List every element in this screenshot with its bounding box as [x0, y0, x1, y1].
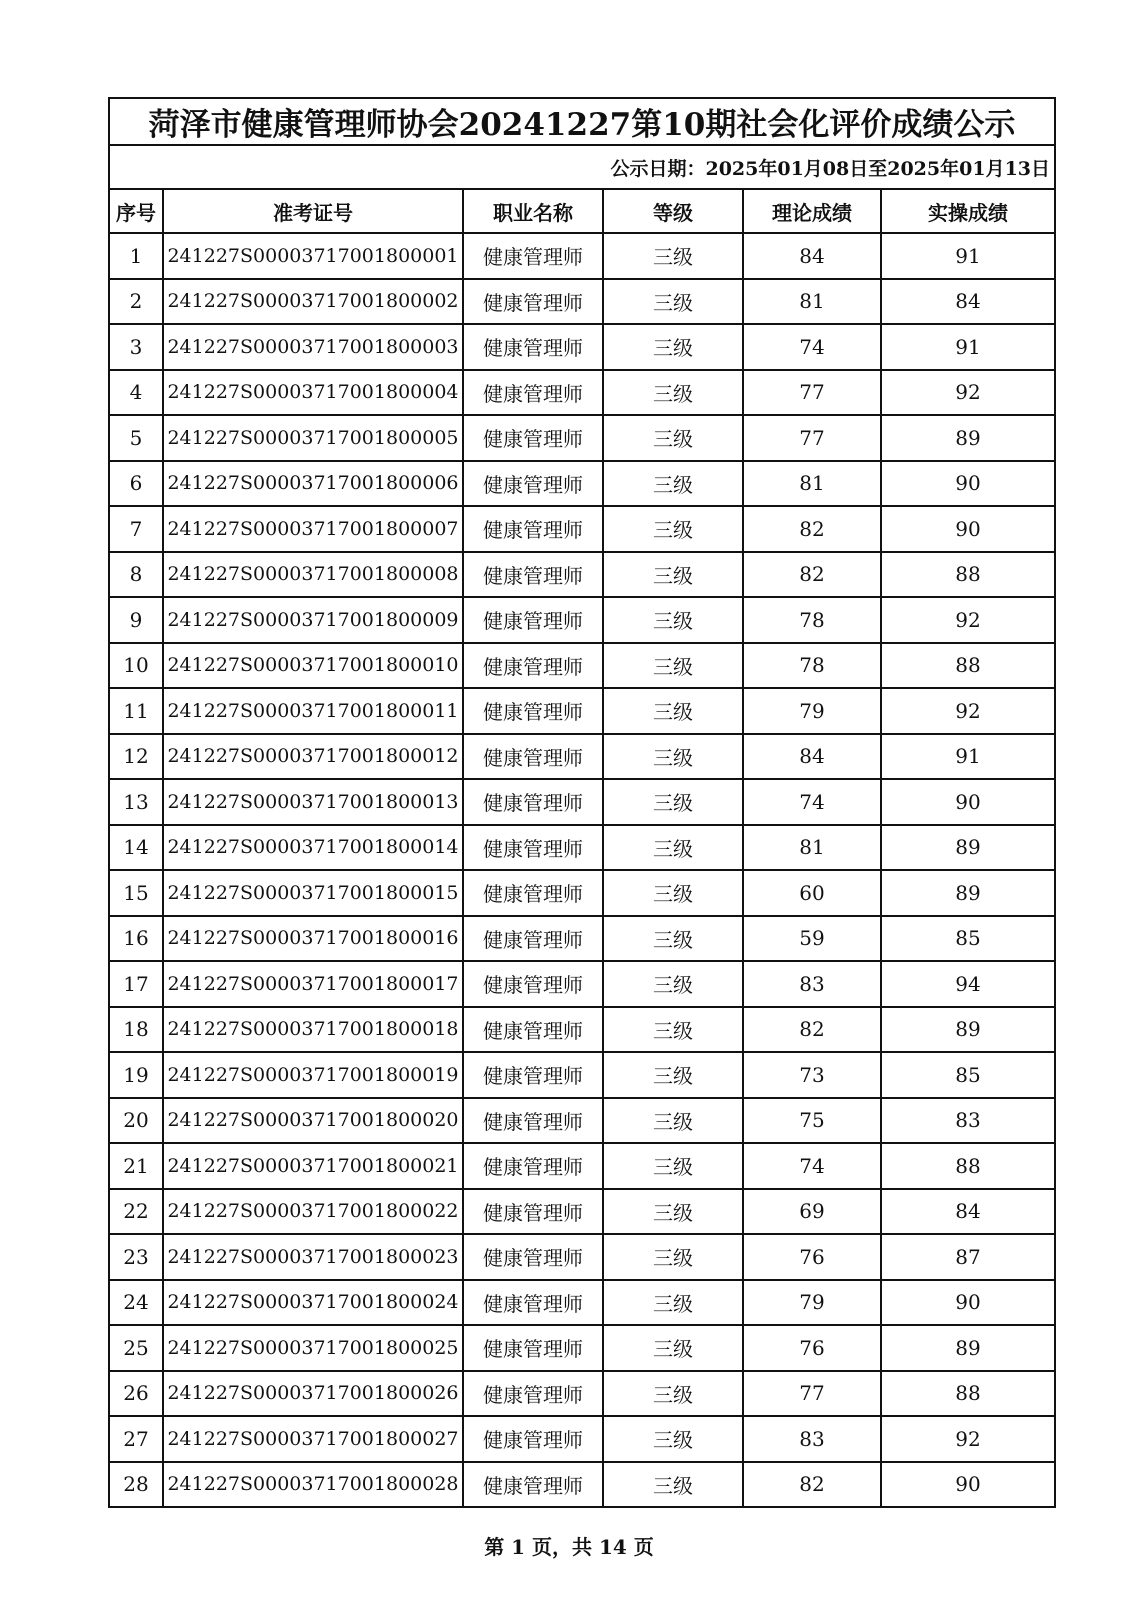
cell-theory-score: 76	[743, 1234, 881, 1280]
cell-theory-score: 77	[743, 370, 881, 416]
cell-theory-score: 81	[743, 825, 881, 871]
table-row	[109, 1234, 1055, 1280]
cell-occupation: 健康管理师	[463, 734, 603, 780]
table-row	[109, 1052, 1055, 1098]
cell-level: 三级	[603, 643, 743, 689]
cell-practice-score: 90	[881, 1280, 1055, 1326]
cell-theory-score: 82	[743, 552, 881, 598]
cell-exam-id: 241227S00003717001800010	[163, 643, 463, 689]
cell-practice-score: 94	[881, 961, 1055, 1007]
cell-practice-score: 92	[881, 597, 1055, 643]
cell-theory-score: 76	[743, 1325, 881, 1371]
cell-exam-id: 241227S00003717001800024	[163, 1280, 463, 1326]
table-row	[109, 779, 1055, 825]
table-row	[109, 1280, 1055, 1326]
cell-no: 5	[109, 415, 163, 461]
cell-level: 三级	[603, 870, 743, 916]
table-row	[109, 1189, 1055, 1235]
table-row	[109, 734, 1055, 780]
table-row	[109, 415, 1055, 461]
cell-level: 三级	[603, 688, 743, 734]
cell-practice-score: 89	[881, 1325, 1055, 1371]
cell-no: 12	[109, 734, 163, 780]
column-header-level: 等级	[603, 189, 743, 233]
table-row	[109, 1416, 1055, 1462]
cell-no: 14	[109, 825, 163, 871]
cell-occupation: 健康管理师	[463, 916, 603, 962]
cell-practice-score: 88	[881, 1143, 1055, 1189]
cell-theory-score: 74	[743, 779, 881, 825]
table-row	[109, 552, 1055, 598]
cell-level: 三级	[603, 324, 743, 370]
cell-no: 2	[109, 279, 163, 325]
cell-practice-score: 83	[881, 1098, 1055, 1144]
cell-practice-score: 90	[881, 461, 1055, 507]
cell-occupation: 健康管理师	[463, 279, 603, 325]
table-row	[109, 370, 1055, 416]
table-row	[109, 279, 1055, 325]
cell-theory-score: 78	[743, 597, 881, 643]
score-sheet	[108, 97, 1054, 1508]
cell-occupation: 健康管理师	[463, 552, 603, 598]
cell-practice-score: 92	[881, 370, 1055, 416]
cell-exam-id: 241227S00003717001800022	[163, 1189, 463, 1235]
page-title: 菏泽市健康管理师协会20241227第10期社会化评价成绩公示	[109, 98, 1055, 145]
cell-no: 11	[109, 688, 163, 734]
cell-occupation: 健康管理师	[463, 506, 603, 552]
cell-theory-score: 79	[743, 1280, 881, 1326]
column-header-practice-score: 实操成绩	[881, 189, 1055, 233]
cell-exam-id: 241227S00003717001800028	[163, 1462, 463, 1508]
cell-no: 27	[109, 1416, 163, 1462]
cell-occupation: 健康管理师	[463, 961, 603, 1007]
cell-practice-score: 87	[881, 1234, 1055, 1280]
cell-theory-score: 79	[743, 688, 881, 734]
cell-theory-score: 73	[743, 1052, 881, 1098]
cell-occupation: 健康管理师	[463, 825, 603, 871]
cell-occupation: 健康管理师	[463, 1325, 603, 1371]
cell-practice-score: 84	[881, 1189, 1055, 1235]
cell-level: 三级	[603, 734, 743, 780]
cell-exam-id: 241227S00003717001800006	[163, 461, 463, 507]
cell-no: 7	[109, 506, 163, 552]
table-row	[109, 825, 1055, 871]
cell-level: 三级	[603, 779, 743, 825]
cell-practice-score: 89	[881, 415, 1055, 461]
cell-no: 16	[109, 916, 163, 962]
cell-level: 三级	[603, 825, 743, 871]
cell-no: 13	[109, 779, 163, 825]
cell-no: 3	[109, 324, 163, 370]
cell-level: 三级	[603, 1189, 743, 1235]
cell-exam-id: 241227S00003717001800018	[163, 1007, 463, 1053]
table-row	[109, 461, 1055, 507]
cell-theory-score: 81	[743, 461, 881, 507]
cell-level: 三级	[603, 370, 743, 416]
cell-no: 25	[109, 1325, 163, 1371]
cell-practice-score: 84	[881, 279, 1055, 325]
cell-occupation: 健康管理师	[463, 688, 603, 734]
cell-exam-id: 241227S00003717001800021	[163, 1143, 463, 1189]
cell-occupation: 健康管理师	[463, 1098, 603, 1144]
cell-exam-id: 241227S00003717001800012	[163, 734, 463, 780]
cell-exam-id: 241227S00003717001800007	[163, 506, 463, 552]
cell-practice-score: 91	[881, 734, 1055, 780]
cell-practice-score: 88	[881, 1371, 1055, 1417]
cell-no: 26	[109, 1371, 163, 1417]
cell-practice-score: 90	[881, 1462, 1055, 1508]
cell-level: 三级	[603, 597, 743, 643]
cell-theory-score: 74	[743, 324, 881, 370]
cell-practice-score: 91	[881, 324, 1055, 370]
cell-level: 三级	[603, 1234, 743, 1280]
cell-no: 6	[109, 461, 163, 507]
cell-occupation: 健康管理师	[463, 643, 603, 689]
cell-exam-id: 241227S00003717001800008	[163, 552, 463, 598]
cell-level: 三级	[603, 552, 743, 598]
cell-no: 24	[109, 1280, 163, 1326]
cell-theory-score: 84	[743, 734, 881, 780]
cell-occupation: 健康管理师	[463, 370, 603, 416]
cell-level: 三级	[603, 1462, 743, 1508]
cell-practice-score: 91	[881, 233, 1055, 279]
table-row	[109, 1098, 1055, 1144]
table-row	[109, 916, 1055, 962]
cell-exam-id: 241227S00003717001800016	[163, 916, 463, 962]
cell-exam-id: 241227S00003717001800027	[163, 1416, 463, 1462]
cell-theory-score: 77	[743, 415, 881, 461]
table-row	[109, 1143, 1055, 1189]
score-table	[108, 97, 1056, 1508]
cell-theory-score: 83	[743, 1416, 881, 1462]
cell-theory-score: 82	[743, 506, 881, 552]
column-header-theory-score: 理论成绩	[743, 189, 881, 233]
cell-exam-id: 241227S00003717001800013	[163, 779, 463, 825]
cell-theory-score: 60	[743, 870, 881, 916]
cell-level: 三级	[603, 461, 743, 507]
cell-exam-id: 241227S00003717001800017	[163, 961, 463, 1007]
cell-occupation: 健康管理师	[463, 870, 603, 916]
cell-exam-id: 241227S00003717001800020	[163, 1098, 463, 1144]
cell-no: 1	[109, 233, 163, 279]
cell-level: 三级	[603, 415, 743, 461]
cell-no: 10	[109, 643, 163, 689]
cell-occupation: 健康管理师	[463, 1280, 603, 1326]
cell-exam-id: 241227S00003717001800003	[163, 324, 463, 370]
cell-occupation: 健康管理师	[463, 1007, 603, 1053]
cell-practice-score: 88	[881, 643, 1055, 689]
cell-level: 三级	[603, 916, 743, 962]
cell-level: 三级	[603, 1007, 743, 1053]
cell-no: 21	[109, 1143, 163, 1189]
cell-level: 三级	[603, 279, 743, 325]
cell-practice-score: 85	[881, 916, 1055, 962]
cell-theory-score: 83	[743, 961, 881, 1007]
cell-no: 8	[109, 552, 163, 598]
cell-practice-score: 92	[881, 688, 1055, 734]
page-footer: 第 1 页，共 14 页	[484, 1535, 654, 1559]
cell-exam-id: 241227S00003717001800001	[163, 233, 463, 279]
table-row	[109, 233, 1055, 279]
cell-theory-score: 59	[743, 916, 881, 962]
cell-exam-id: 241227S00003717001800002	[163, 279, 463, 325]
cell-no: 22	[109, 1189, 163, 1235]
cell-exam-id: 241227S00003717001800011	[163, 688, 463, 734]
cell-no: 9	[109, 597, 163, 643]
cell-level: 三级	[603, 233, 743, 279]
cell-no: 19	[109, 1052, 163, 1098]
cell-level: 三级	[603, 1371, 743, 1417]
cell-exam-id: 241227S00003717001800023	[163, 1234, 463, 1280]
cell-exam-id: 241227S00003717001800004	[163, 370, 463, 416]
cell-occupation: 健康管理师	[463, 415, 603, 461]
cell-no: 28	[109, 1462, 163, 1508]
cell-practice-score: 92	[881, 1416, 1055, 1462]
cell-occupation: 健康管理师	[463, 1462, 603, 1508]
column-header-exam-id: 准考证号	[163, 189, 463, 233]
table-row	[109, 597, 1055, 643]
cell-no: 23	[109, 1234, 163, 1280]
cell-no: 18	[109, 1007, 163, 1053]
cell-level: 三级	[603, 1280, 743, 1326]
cell-occupation: 健康管理师	[463, 461, 603, 507]
cell-practice-score: 88	[881, 552, 1055, 598]
table-row	[109, 870, 1055, 916]
table-row	[109, 1371, 1055, 1417]
cell-level: 三级	[603, 961, 743, 1007]
cell-practice-score: 85	[881, 1052, 1055, 1098]
cell-no: 15	[109, 870, 163, 916]
cell-theory-score: 74	[743, 1143, 881, 1189]
table-row	[109, 324, 1055, 370]
cell-occupation: 健康管理师	[463, 1234, 603, 1280]
table-header-row	[109, 189, 1055, 233]
cell-exam-id: 241227S00003717001800009	[163, 597, 463, 643]
cell-level: 三级	[603, 506, 743, 552]
cell-no: 17	[109, 961, 163, 1007]
cell-no: 4	[109, 370, 163, 416]
table-row	[109, 1325, 1055, 1371]
cell-exam-id: 241227S00003717001800015	[163, 870, 463, 916]
cell-no: 20	[109, 1098, 163, 1144]
table-row	[109, 1462, 1055, 1508]
cell-theory-score: 82	[743, 1462, 881, 1508]
cell-practice-score: 89	[881, 870, 1055, 916]
cell-exam-id: 241227S00003717001800005	[163, 415, 463, 461]
cell-practice-score: 89	[881, 825, 1055, 871]
cell-practice-score: 90	[881, 779, 1055, 825]
table-row	[109, 1007, 1055, 1053]
cell-practice-score: 89	[881, 1007, 1055, 1053]
table-row	[109, 643, 1055, 689]
cell-exam-id: 241227S00003717001800026	[163, 1371, 463, 1417]
cell-theory-score: 77	[743, 1371, 881, 1417]
cell-theory-score: 69	[743, 1189, 881, 1235]
cell-level: 三级	[603, 1052, 743, 1098]
cell-level: 三级	[603, 1325, 743, 1371]
cell-occupation: 健康管理师	[463, 324, 603, 370]
cell-level: 三级	[603, 1098, 743, 1144]
cell-theory-score: 78	[743, 643, 881, 689]
column-header-occupation: 职业名称	[463, 189, 603, 233]
cell-level: 三级	[603, 1416, 743, 1462]
cell-exam-id: 241227S00003717001800019	[163, 1052, 463, 1098]
cell-occupation: 健康管理师	[463, 1143, 603, 1189]
cell-level: 三级	[603, 1143, 743, 1189]
cell-exam-id: 241227S00003717001800014	[163, 825, 463, 871]
table-row	[109, 506, 1055, 552]
cell-exam-id: 241227S00003717001800025	[163, 1325, 463, 1371]
cell-occupation: 健康管理师	[463, 779, 603, 825]
cell-occupation: 健康管理师	[463, 1052, 603, 1098]
cell-occupation: 健康管理师	[463, 233, 603, 279]
table-row	[109, 688, 1055, 734]
cell-practice-score: 90	[881, 506, 1055, 552]
cell-theory-score: 82	[743, 1007, 881, 1053]
cell-theory-score: 75	[743, 1098, 881, 1144]
cell-occupation: 健康管理师	[463, 1416, 603, 1462]
cell-occupation: 健康管理师	[463, 1371, 603, 1417]
cell-theory-score: 84	[743, 233, 881, 279]
cell-theory-score: 81	[743, 279, 881, 325]
cell-occupation: 健康管理师	[463, 597, 603, 643]
column-header-no: 序号	[109, 189, 163, 233]
publish-date: 公示日期：2025年01月08日至2025年01月13日	[109, 145, 1055, 189]
table-row	[109, 961, 1055, 1007]
cell-occupation: 健康管理师	[463, 1189, 603, 1235]
